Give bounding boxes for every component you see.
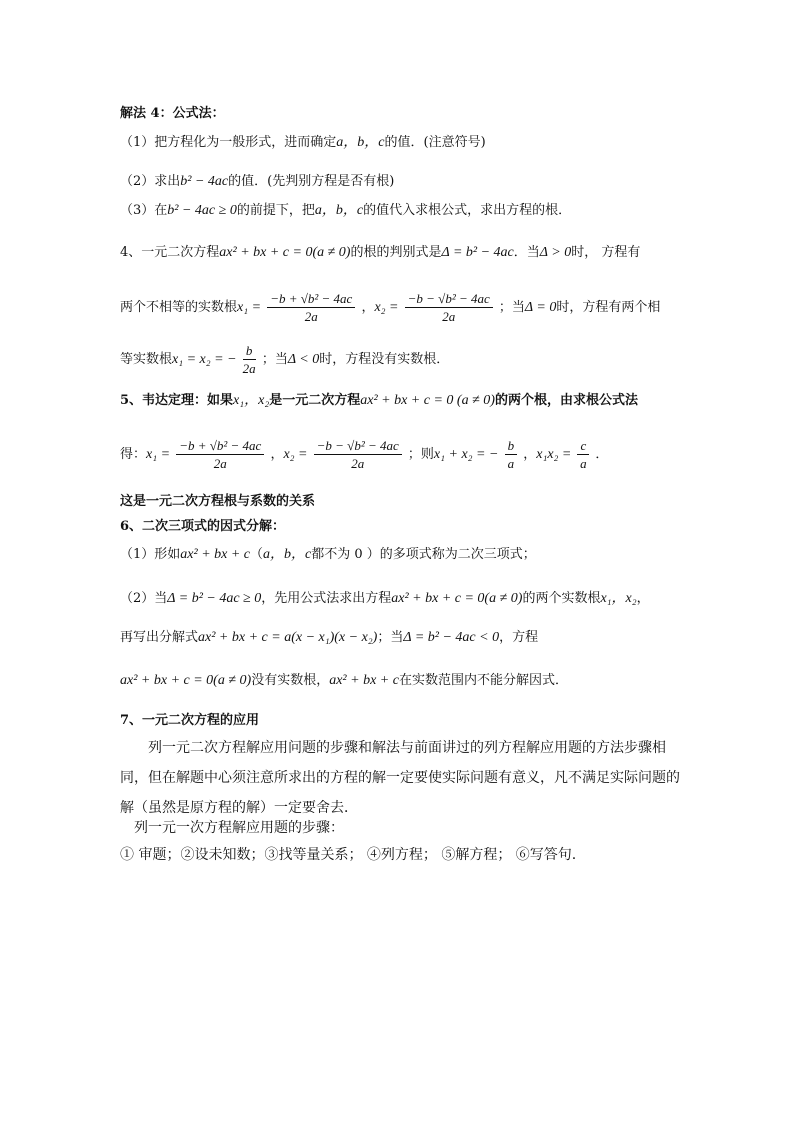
factorization-step4: ax² + bx + c = 0(a ≠ 0)没有实数根，ax² + bx + c在实数范围内不能分解因式． <box>120 673 568 688</box>
equal-root-fraction: $\frac{b}{2a}$ <box>242 343 256 376</box>
steps-title: 列一元一次方程解应用题的步骤： <box>134 820 344 836</box>
application-paragraph: 列一元二次方程解应用问题的步骤和解法与前面讲过的列方程解应用题的方法步骤相同，但在解题中心须注意所求出的方程的解一定要使实际问题有意义，凡不满足实际问题的解（虽然是原方程的解）一定要舍去． <box>120 740 680 816</box>
factorization-step3: 再写出分解式ax² + bx + c = a(x − x₁)(x − x₂)；当Δ = b² − 4ac < 0，方程 <box>120 630 539 645</box>
two-roots-line: 两个不相等的实数根x₁ = $\frac{\text{−b + √b² − 4ac}}{2a}$ ，x₂ = $\frac{\text{−b − √b² − 4ac}}{2a}$ ；当Δ = 0时，方程有两个相 <box>120 291 661 324</box>
method4-step3: （3）在b² − 4ac ≥ 0的前提下，把a，b，c的值代入求根公式，求出方程的根． <box>120 203 572 218</box>
steps-list: ① 审题；②设未知数；③找等量关系； ④列方程； ⑤解方程； ⑥写答句. <box>120 847 577 863</box>
root2-fraction: $\frac{\text{−b − √b² − 4ac}}{2a}$ <box>405 290 493 325</box>
discriminant-line: 4、一元二次方程ax² + bx + c = 0(a ≠ 0)的根的判别式是Δ = b² − 4ac．当Δ > 0时， 方程有 <box>120 245 641 260</box>
vieta-root1-fraction: $\frac{\text{−b + √b² − 4ac}}{2a}$ <box>176 437 264 472</box>
product-fraction: $\frac{c}{a}$ <box>577 437 589 472</box>
vieta-root2-fraction: $\frac{\text{−b − √b² − 4ac}}{2a}$ <box>314 437 402 472</box>
method4-title: 解法 4：公式法： <box>120 106 225 121</box>
method4-step1: （1）把方程化为一般形式，进而确定a，b，c的值．(注意符号) <box>120 135 486 150</box>
method4-step2: （2）求出b² − 4ac的值．(先判别方程是否有根) <box>120 174 395 189</box>
factorization-step2: （2）当Δ = b² − 4ac ≥ 0，先用公式法求出方程ax² + bx + c = 0(a ≠ 0)的两个实数根x₁，x₂， <box>120 591 650 606</box>
application-title: 7、一元二次方程的应用 <box>120 713 260 728</box>
equal-roots-line: 等实数根x₁ = x₂ = − $\frac{b}{2a}$ ；当Δ < 0时，方程没有实数根． <box>120 343 450 376</box>
vieta-line: 5、韦达定理：如果x₁，x₂是一元二次方程ax² + bx + c = 0 (a ≠ 0)的两个根，由求根公式法 <box>120 393 638 408</box>
root1-fraction: $\frac{\text{−b + √b² − 4ac}}{2a}$ <box>267 290 355 325</box>
relation-note: 这是一元二次方程根与系数的关系 <box>120 494 316 509</box>
factorization-step1: （1）形如ax² + bx + c（a，b，c都不为 0 ）的多项式称为二次三项式； <box>120 547 536 562</box>
sum-fraction: $\frac{b}{a}$ <box>505 437 518 472</box>
vieta-formulas: 得：x₁ = $\frac{\text{−b + √b² − 4ac}}{2a}$ ，x₂ = $\frac{\text{−b − √b² − 4ac}}{2a}$ ；则x₁ + x₂ = − $\frac{b}{a}$ ，x₁x₂ = $\frac{c}{a}$ ． <box>120 438 609 471</box>
factorization-title: 6、二次三项式的因式分解： <box>120 519 286 534</box>
